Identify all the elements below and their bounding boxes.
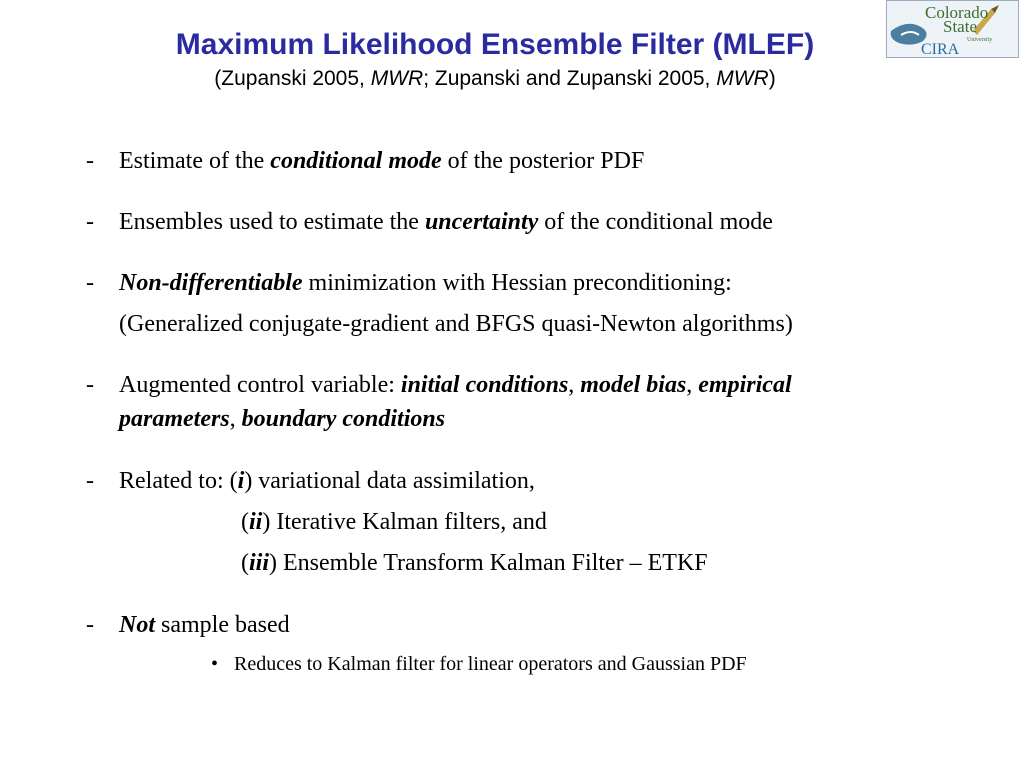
bullet-emphasis: parameters <box>119 406 230 432</box>
bullet-text: Ensembles used to estimate the <box>119 209 425 235</box>
bullet-text: Related to: ( <box>119 468 238 494</box>
logo-text-state: State <box>943 17 977 36</box>
bullet-dash: - <box>86 612 94 638</box>
bullet-text: , <box>568 372 581 398</box>
bullet-text: , <box>229 406 242 432</box>
bullet-uncertainty <box>119 207 773 237</box>
bullet-text: of the posterior PDF <box>441 148 645 174</box>
bullet-emphasis: model bias <box>580 372 687 398</box>
slide-title: Maximum Likelihood Ensemble Filter (MLEF) <box>175 28 815 61</box>
bullet-emphasis: initial conditions <box>400 372 569 398</box>
sub-bullet-marker: • <box>211 653 219 675</box>
subtitle-part: ) <box>768 67 776 90</box>
slide-header <box>0 26 993 92</box>
bullet-emphasis: empirical <box>698 372 792 398</box>
bullet-dash: - <box>86 468 94 494</box>
bullet-text: ) Iterative Kalman filters, and <box>262 509 547 535</box>
bullet-text: ) Ensemble Transform Kalman Filter – ETKF <box>269 550 708 576</box>
bullet-non-differentiable <box>119 268 732 298</box>
logo-graphic <box>887 1 1018 57</box>
bullet-text: of the conditional mode <box>538 209 773 235</box>
bullet-algorithms: (Generalized conjugate-gradient and BFGS quasi-Newton algorithms) <box>119 311 793 337</box>
bullet-emphasis: Not <box>119 612 155 638</box>
bullet-roman-numeral: i <box>237 468 245 494</box>
bullet-roman-numeral: ii <box>249 509 263 535</box>
bullet-related-iterative-kalman <box>241 507 547 537</box>
subtitle-part: (Zupanski 2005, <box>214 67 371 90</box>
bullet-dash: - <box>86 209 94 235</box>
bullet-text: ( <box>241 550 249 576</box>
bullet-emphasis: boundary conditions <box>241 406 446 432</box>
bullet-emphasis: uncertainty <box>424 209 539 235</box>
bullet-text: ) variational data assimilation, <box>244 468 535 494</box>
bullet-dash: - <box>86 372 94 398</box>
bullet-text: sample based <box>155 612 290 638</box>
bullet-text: , <box>686 372 699 398</box>
csu-cira-logo <box>886 0 1019 58</box>
logo-text-cira: CIRA <box>921 41 960 57</box>
subtitle-part: ; Zupanski and Zupanski 2005, <box>423 67 717 90</box>
logo-text-colorado: Colorado <box>925 3 989 22</box>
bullet-text: Augmented control variable: <box>119 372 401 398</box>
bullet-related-etkf <box>241 548 708 578</box>
bullet-roman-numeral: iii <box>249 550 270 576</box>
logo-text-university: University <box>967 37 993 43</box>
bullet-dash: - <box>86 148 94 174</box>
sub-bullet-kalman-reduction: Reduces to Kalman filter for linear operators and Gaussian PDF <box>234 653 747 675</box>
bullet-control-variable-cont <box>119 404 445 434</box>
bullet-text: minimization with Hessian preconditioning: <box>302 270 732 296</box>
slide-subtitle <box>0 66 990 92</box>
bullet-emphasis: Non-differentiable <box>119 270 303 296</box>
subtitle-journal: MWR <box>716 67 769 90</box>
bullet-conditional-mode <box>119 146 644 176</box>
bullet-text: ( <box>241 509 249 535</box>
subtitle-journal: MWR <box>370 67 424 90</box>
bullet-control-variable <box>119 370 792 400</box>
bullet-not-sample-based <box>119 610 290 640</box>
bullet-dash: - <box>86 270 94 296</box>
bullet-emphasis: conditional mode <box>270 148 442 174</box>
bullet-related-to <box>119 466 535 496</box>
bullet-text: Estimate of the <box>119 148 271 174</box>
